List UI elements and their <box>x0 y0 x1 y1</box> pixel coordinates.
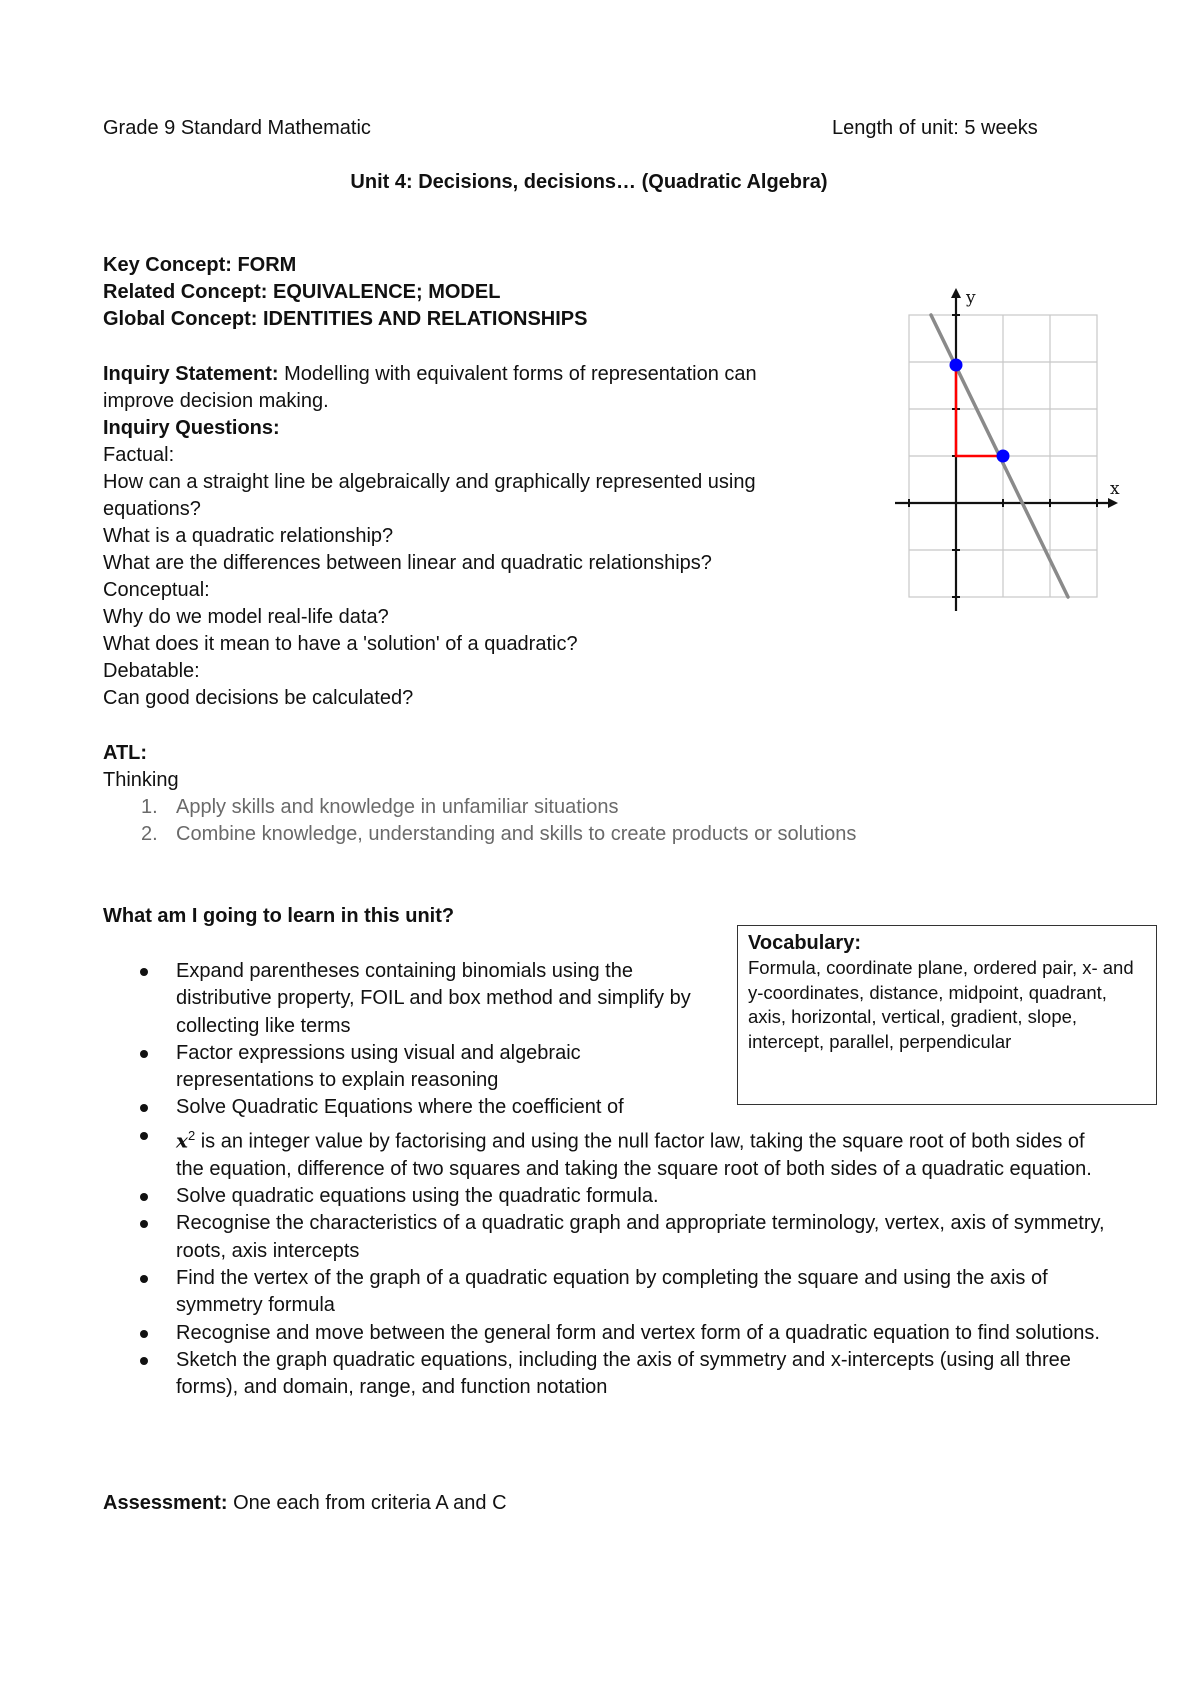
coordinate-graph <box>890 285 1130 620</box>
y-intercept-point <box>950 359 963 372</box>
atl-item: Apply skills and knowledge in unfamiliar situations <box>176 796 619 818</box>
x-axis-arrow <box>1108 498 1118 508</box>
objective-text: is an integer value by factorising and using the null factor law, taking the square root of both sides of the equation, difference of two squares and taking the square root of both sides of a quadratic equation. <box>176 1130 1092 1180</box>
second-point <box>997 450 1010 463</box>
inquiry-questions-label: Inquiry Questions: <box>103 417 280 439</box>
assessment-text: One each from criteria A and C <box>227 1492 507 1514</box>
inquiry-statement-text: Modelling with equivalent forms of representation can <box>278 363 757 385</box>
vocabulary-text: Formula, coordinate plane, ordered pair, x- and y-coordinates, distance, midpoint, quadrant, axis, horizontal, vertical, gradient, slope, intercept, parallel, perpendicular <box>748 957 1134 1052</box>
learning-objective <box>103 1122 1116 1183</box>
conceptual-label: Conceptual: <box>103 579 210 601</box>
learning-objective <box>103 1094 736 1121</box>
factual-question: How can a straight line be algebraically and graphically represented using <box>103 471 756 493</box>
inquiry-statement-cont: improve decision making. <box>103 390 329 412</box>
learning-objective <box>103 1265 1116 1320</box>
assessment-label: Assessment: <box>103 1492 228 1514</box>
objective-text: Recognise the characteristics of a quadratic graph and appropriate terminology, vertex, axis of symmetry, roots, axis intercepts <box>176 1212 1105 1262</box>
factual-question: What are the differences between linear and quadratic relationships? <box>103 552 712 574</box>
related-concept: Related Concept: EQUIVALENCE; MODEL <box>103 281 501 303</box>
learning-objective <box>103 1183 1116 1210</box>
x-axis-label: x <box>1110 479 1120 499</box>
objective-text: Recognise and move between the general form and vertex form of a quadratic equation to find solutions. <box>176 1321 1100 1344</box>
learning-objective <box>103 958 696 1040</box>
objective-text: Solve Quadratic Equations where the coefficient of <box>176 1096 624 1119</box>
atl-item-number: 1. <box>141 796 158 818</box>
objective-text: Expand parentheses containing binomials using the distributive property, FOIL and box method and simplify by collecting like terms <box>176 960 691 1037</box>
exponent: 2 <box>187 1127 196 1143</box>
vocabulary-title: Vocabulary: <box>748 932 861 954</box>
learning-objective <box>103 1347 1116 1402</box>
factual-label: Factual: <box>103 444 175 466</box>
learning-objective <box>103 1040 696 1095</box>
learn-heading: What am I going to learn in this unit? <box>103 905 455 927</box>
unit-length: Length of unit: 5 weeks <box>832 117 1038 139</box>
y-axis-arrow <box>951 288 961 298</box>
objective-text: Sketch the graph quadratic equations, including the axis of symmetry and x-intercepts (using all three forms), and domain, range, and function notation <box>176 1348 1071 1399</box>
atl-item-number: 2. <box>141 823 158 845</box>
conceptual-question: What does it mean to have a 'solution' of a quadratic? <box>103 633 578 655</box>
unit-title: Unit 4: Decisions, decisions… (Quadratic Algebra) <box>350 171 828 193</box>
objective-text: Find the vertex of the graph of a quadratic equation by completing the square and using the axis of symmetry formula <box>176 1266 1048 1317</box>
vocabulary-box <box>737 925 1157 1105</box>
atl-category: Thinking <box>103 769 179 791</box>
x-variable: x <box>176 1128 188 1153</box>
conceptual-question: Why do we model real-life data? <box>103 606 389 628</box>
assessment <box>103 1490 507 1517</box>
debatable-label: Debatable: <box>103 660 200 682</box>
atl-label: ATL: <box>103 742 148 764</box>
y-axis-label: y <box>966 288 976 308</box>
inquiry-statement <box>103 361 757 388</box>
inquiry-statement-label: Inquiry Statement: <box>103 363 279 385</box>
learning-objective <box>103 1210 1116 1265</box>
course-title: Grade 9 Standard Mathematic <box>103 117 371 139</box>
key-concept: Key Concept: FORM <box>103 254 297 276</box>
learning-objective <box>103 1320 1116 1347</box>
global-concept: Global Concept: IDENTITIES AND RELATIONSHIPS <box>103 308 588 330</box>
atl-item: Combine knowledge, understanding and skills to create products or solutions <box>176 823 857 845</box>
objective-text: Solve quadratic equations using the quadratic formula. <box>176 1185 659 1208</box>
debatable-question: Can good decisions be calculated? <box>103 687 414 709</box>
factual-question: equations? <box>103 498 201 520</box>
factual-question: What is a quadratic relationship? <box>103 525 394 547</box>
objective-text: Factor expressions using visual and algebraic representations to explain reasoning <box>176 1041 581 1092</box>
